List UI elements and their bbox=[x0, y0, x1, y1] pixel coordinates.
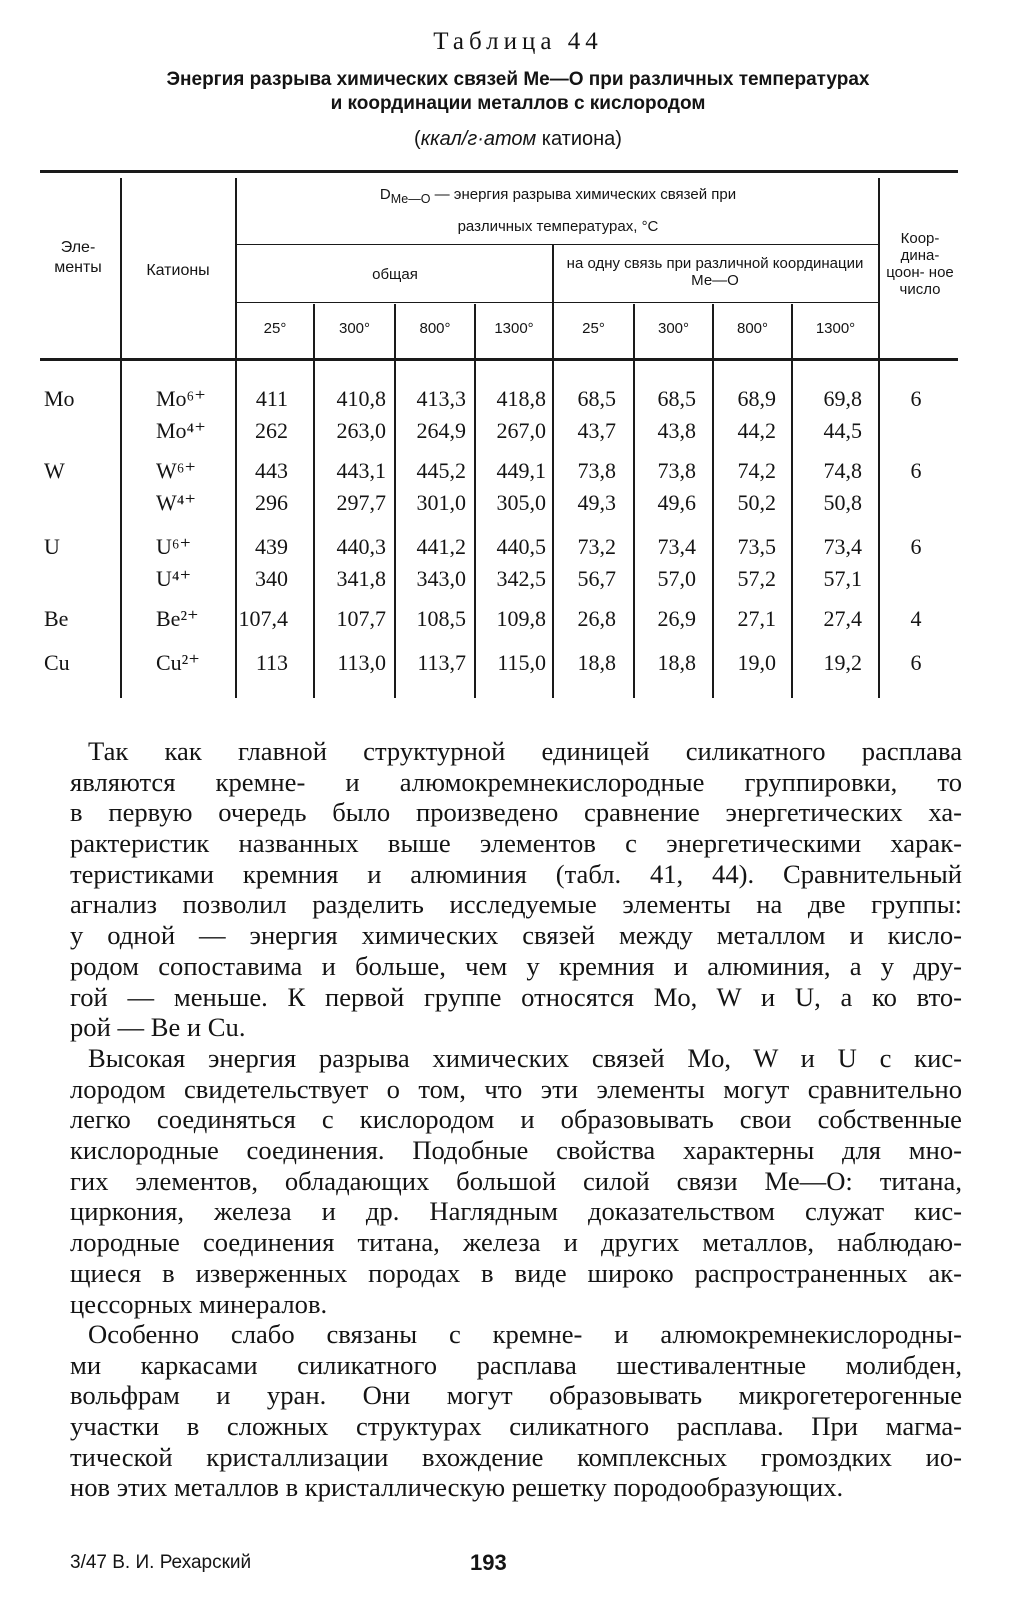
temp-header: 300° bbox=[338, 320, 371, 337]
value-cell: 73,8 bbox=[657, 458, 696, 483]
text-line: гих элементов, обладающих большой силой связи Ме—О: титана, bbox=[70, 1165, 962, 1196]
header-total: общая bbox=[372, 266, 418, 283]
text-line: циркония, железа и др. Наглядным доказательством служат кис- bbox=[70, 1196, 962, 1227]
value-cell: 57,1 bbox=[823, 566, 862, 591]
text-line: в первую очередь было произведено сравнение энергетических ха- bbox=[70, 797, 962, 828]
text-line: кислородные соединения. Подобные свойства характерны для мно- bbox=[70, 1135, 962, 1166]
value-cell: 342,5 bbox=[496, 566, 546, 591]
value-cell: 43,8 bbox=[657, 418, 696, 443]
text-line: агнализ позволил разделить исследуемые элементы на две группы: bbox=[70, 889, 962, 920]
coordination-cell: 6 bbox=[910, 458, 922, 483]
value-cell: 73,4 bbox=[657, 534, 696, 559]
table-top-rule bbox=[40, 170, 958, 173]
value-cell: 74,2 bbox=[737, 458, 776, 483]
value-cell: 263,0 bbox=[336, 418, 386, 443]
value-cell: 43,7 bbox=[577, 418, 616, 443]
value-cell: 73,4 bbox=[823, 534, 862, 559]
cation-cell: U⁶⁺ bbox=[156, 534, 192, 559]
value-cell: 18,8 bbox=[577, 650, 616, 675]
value-cell: 413,3 bbox=[416, 386, 466, 411]
energy-symbol: D bbox=[379, 186, 391, 203]
text-line: являются кремне- и алюмокремнекислородные группировки, то bbox=[70, 766, 962, 797]
value-cell: 57,2 bbox=[737, 566, 776, 591]
text-line: Высокая энергия разрыва химических связей Mo, W и U с кис- bbox=[88, 1043, 962, 1073]
value-cell: 443,1 bbox=[336, 458, 386, 483]
header-elements: Эле- менты bbox=[54, 239, 102, 276]
value-cell: 449,1 bbox=[496, 458, 546, 483]
value-cell: 26,8 bbox=[577, 606, 616, 631]
paragraph-1 bbox=[70, 736, 962, 1043]
text-line: лородом свидетельствует о том, что эти элементы могут сравнительно bbox=[70, 1073, 962, 1104]
value-cell: 297,7 bbox=[336, 490, 386, 515]
value-cell: 108,5 bbox=[416, 606, 466, 631]
value-cell: 341,8 bbox=[336, 566, 386, 591]
value-cell: 26,9 bbox=[657, 606, 696, 631]
value-cell: 440,5 bbox=[496, 534, 546, 559]
value-cell: 49,3 bbox=[577, 490, 616, 515]
text-line: лородные соединения титана, железа и других металлов, наблюдаю- bbox=[70, 1227, 962, 1258]
cation-cell: W⁴⁺ bbox=[156, 490, 197, 515]
element-cell: U bbox=[44, 534, 60, 559]
paragraph-3 bbox=[70, 1319, 962, 1503]
value-cell: 68,5 bbox=[577, 386, 616, 411]
text-line: теристиками кремния и алюминия (табл. 41, 44). Сравнительный bbox=[70, 858, 962, 889]
value-cell: 68,9 bbox=[737, 386, 776, 411]
value-cell: 439 bbox=[255, 534, 288, 559]
value-cell: 27,1 bbox=[737, 606, 776, 631]
cation-cell: U⁴⁺ bbox=[156, 566, 192, 591]
cation-cell: Be²⁺ bbox=[156, 606, 199, 631]
value-cell: 445,2 bbox=[416, 458, 466, 483]
coordination-cell: 6 bbox=[910, 650, 922, 675]
header-coordination: Коор- дина- цоон- ное число bbox=[886, 230, 954, 298]
value-cell: 301,0 bbox=[416, 490, 466, 515]
table-units bbox=[0, 128, 1036, 151]
value-cell: 50,8 bbox=[823, 490, 862, 515]
value-cell: 57,0 bbox=[657, 566, 696, 591]
value-cell: 49,6 bbox=[657, 490, 696, 515]
value-cell: 50,2 bbox=[737, 490, 776, 515]
units-italic: ккал/г·атом bbox=[420, 128, 537, 150]
header-per-bond: на одну связь при различной координации Ме—О bbox=[566, 255, 864, 289]
text-line: легко соединяться с кислородом и образовывать свои собственные bbox=[70, 1104, 962, 1135]
text-line: ми каркасами силикатного расплава шестивалентные молибден, bbox=[70, 1349, 962, 1380]
table-caption-line-2: и координации металлов с кислородом bbox=[330, 93, 706, 114]
header-temp-rule bbox=[236, 302, 878, 303]
value-cell: 115,0 bbox=[497, 650, 546, 675]
value-cell: 267,0 bbox=[496, 418, 546, 443]
value-cell: 296 bbox=[255, 490, 288, 515]
temp-header: 800° bbox=[736, 320, 769, 337]
signature-mark: 3/47 В. И. Рехарский bbox=[70, 1552, 252, 1573]
header-cations: Катионы bbox=[146, 262, 210, 279]
energy-subscript: Ме—О bbox=[390, 192, 431, 206]
header-energy-temps: различных температурах, °С bbox=[457, 218, 659, 235]
text-line: цессорных минералов. bbox=[70, 1288, 328, 1319]
element-cell: Mo bbox=[44, 386, 75, 411]
value-cell: 440,3 bbox=[336, 534, 386, 559]
value-cell: 443 bbox=[255, 458, 288, 483]
text-line: гой — меньше. К первой группе относятся Mo, W и U, а ко вто- bbox=[70, 981, 962, 1012]
coordination-cell: 4 bbox=[910, 606, 922, 631]
cation-cell: Mo⁴⁺ bbox=[156, 418, 206, 443]
table-header-rule bbox=[40, 358, 958, 361]
units-rest: катиона) bbox=[536, 128, 622, 150]
text-line: Особенно слабо связаны с кремне- и алюмокремнекислородны- bbox=[88, 1319, 962, 1349]
units-open: ( bbox=[414, 128, 421, 150]
value-cell: 69,8 bbox=[823, 386, 862, 411]
value-cell: 262 bbox=[255, 418, 288, 443]
coordination-cell: 6 bbox=[910, 386, 922, 411]
paragraph-2 bbox=[70, 1043, 962, 1319]
value-cell: 44,2 bbox=[737, 418, 776, 443]
value-cell: 73,5 bbox=[737, 534, 776, 559]
temp-header: 1300° bbox=[815, 320, 856, 337]
temp-header: 300° bbox=[657, 320, 690, 337]
page-number: 193 bbox=[470, 1550, 507, 1575]
text-line: щиеся в изверженных породах в виде широко распространенных ак- bbox=[70, 1257, 962, 1288]
value-cell: 418,8 bbox=[496, 386, 546, 411]
value-cell: 441,2 bbox=[416, 534, 466, 559]
temp-header: 1300° bbox=[494, 320, 534, 337]
coordination-cell: 6 bbox=[910, 534, 922, 559]
header-sub-rule bbox=[236, 244, 878, 245]
value-cell: 27,4 bbox=[823, 606, 862, 631]
element-cell: W bbox=[44, 458, 65, 483]
text-line: рактеристик названных выше элементов с энергетическими харак- bbox=[70, 828, 962, 859]
header-energy-group bbox=[240, 186, 876, 208]
value-cell: 340 bbox=[255, 566, 288, 591]
text-line: нов этих металлов в кристаллическую решетку породообразующих. bbox=[70, 1472, 844, 1503]
text-line: тической кристаллизации вхождение комплексных громоздких ио- bbox=[70, 1441, 962, 1472]
energy-title: — энергия разрыва химических связей при bbox=[430, 186, 737, 203]
temp-header: 800° bbox=[419, 320, 451, 337]
value-cell: 107,7 bbox=[336, 606, 386, 631]
text-line: Так как главной структурной единицей силикатного расплава bbox=[88, 736, 962, 766]
value-cell: 73,8 bbox=[577, 458, 616, 483]
temp-header: 25° bbox=[263, 320, 287, 337]
value-cell: 19,0 bbox=[737, 650, 776, 675]
value-cell: 113 bbox=[255, 650, 288, 675]
table-caption bbox=[60, 68, 976, 116]
col-divider bbox=[878, 178, 880, 698]
element-cell: Cu bbox=[44, 650, 70, 675]
value-cell: 18,8 bbox=[657, 650, 696, 675]
text-line: вольфрам и уран. Они могут образовывать микрогетерогенные bbox=[70, 1380, 962, 1411]
text-line: рой — Be и Cu. bbox=[70, 1012, 246, 1043]
value-cell: 19,2 bbox=[823, 650, 862, 675]
text-line: у одной — энергия химических связей между металлом и кисло- bbox=[70, 920, 962, 951]
temp-header: 25° bbox=[582, 320, 605, 337]
value-cell: 44,5 bbox=[823, 418, 862, 443]
text-line: участки в сложных структурах силикатного расплава. При магма- bbox=[70, 1411, 962, 1442]
value-cell: 305,0 bbox=[496, 490, 546, 515]
value-cell: 107,4 bbox=[238, 606, 288, 631]
cation-cell: Mo⁶⁺ bbox=[156, 386, 206, 411]
value-cell: 264,9 bbox=[416, 418, 466, 443]
text-line: родом сопоставима и больше, чем у кремния и алюминия, а у дру- bbox=[70, 950, 962, 981]
value-cell: 343,0 bbox=[416, 566, 466, 591]
value-cell: 73,2 bbox=[577, 534, 616, 559]
value-cell: 109,8 bbox=[496, 606, 546, 631]
element-cell: Be bbox=[44, 606, 69, 631]
value-cell: 113,7 bbox=[417, 650, 466, 675]
cation-cell: Cu²⁺ bbox=[156, 650, 200, 675]
table-number: Таблица 44 bbox=[433, 28, 603, 55]
value-cell: 74,8 bbox=[823, 458, 862, 483]
value-cell: 113,0 bbox=[337, 650, 386, 675]
value-cell: 411 bbox=[255, 386, 288, 411]
value-cell: 68,5 bbox=[657, 386, 696, 411]
value-cell: 410,8 bbox=[336, 386, 386, 411]
table-caption-line-1: Энергия разрыва химических связей Ме—О при различных температурах bbox=[166, 69, 870, 90]
value-cell: 56,7 bbox=[577, 566, 616, 591]
col-divider bbox=[120, 178, 122, 698]
cation-cell: W⁶⁺ bbox=[156, 458, 197, 483]
